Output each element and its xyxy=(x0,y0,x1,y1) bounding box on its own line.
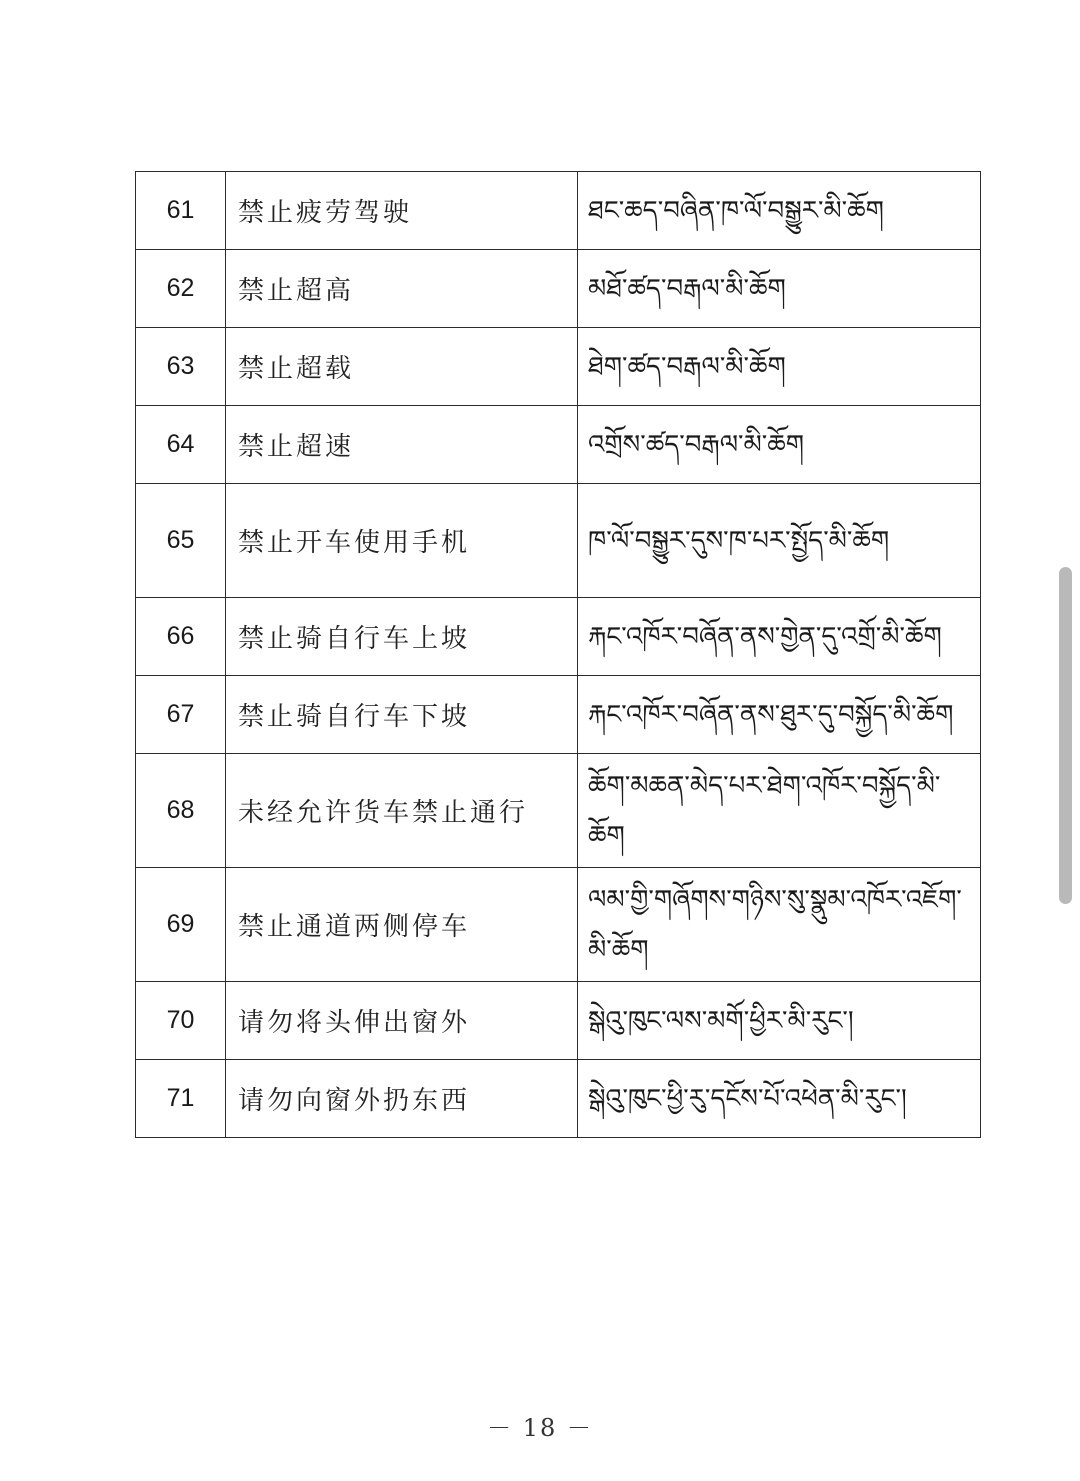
table-row xyxy=(136,172,981,250)
tibetan-text: ཐང་ཆད་བཞིན་ཁ་ལོ་བསྒྱུར་མི་ཆོག xyxy=(578,172,981,250)
row-number: 63 xyxy=(136,328,226,406)
table-row xyxy=(136,598,981,676)
table-row xyxy=(136,250,981,328)
table-row xyxy=(136,982,981,1060)
table-row xyxy=(136,868,981,982)
chinese-text: 未经允许货车禁止通行 xyxy=(226,754,578,868)
vertical-scrollbar[interactable] xyxy=(1059,567,1072,904)
chinese-text: 禁止超高 xyxy=(226,250,578,328)
chinese-text: 禁止骑自行车下坡 xyxy=(226,676,578,754)
tibetan-text: རྐང་འཁོར་བཞོན་ནས་ཐུར་དུ་བསྐྱོད་མི་ཆོག xyxy=(578,676,981,754)
row-number: 70 xyxy=(136,982,226,1060)
tibetan-text: ཁ་ལོ་བསྒྱུར་དུས་ཁ་པར་སྤྱོད་མི་ཆོག xyxy=(578,484,981,598)
chinese-text: 请勿将头伸出窗外 xyxy=(226,982,578,1060)
table-row xyxy=(136,754,981,868)
table-row xyxy=(136,328,981,406)
tibetan-text: མཐོ་ཚད་བརྒལ་མི་ཆོག xyxy=(578,250,981,328)
row-number: 64 xyxy=(136,406,226,484)
row-number: 65 xyxy=(136,484,226,598)
tibetan-text: རྐང་འཁོར་བཞོན་ནས་གྱེན་དུ་འགྲོ་མི་ཆོག xyxy=(578,598,981,676)
chinese-text: 禁止超速 xyxy=(226,406,578,484)
chinese-text: 禁止超载 xyxy=(226,328,578,406)
row-number: 66 xyxy=(136,598,226,676)
table-row xyxy=(136,484,981,598)
tibetan-text: ཐེག་ཚད་བརྒལ་མི་ཆོག xyxy=(578,328,981,406)
chinese-text: 禁止疲劳驾驶 xyxy=(226,172,578,250)
chinese-text: 禁止开车使用手机 xyxy=(226,484,578,598)
chinese-text: 禁止骑自行车上坡 xyxy=(226,598,578,676)
tibetan-text: ཆོག་མཆན་མེད་པར་ཐེག་འཁོར་བསྐྱོད་མི་ཆོག xyxy=(578,754,981,868)
row-number: 62 xyxy=(136,250,226,328)
table-row xyxy=(136,406,981,484)
chinese-text: 请勿向窗外扔东西 xyxy=(226,1060,578,1138)
table-row xyxy=(136,676,981,754)
row-number: 67 xyxy=(136,676,226,754)
tibetan-text: ལམ་གྱི་གཞོགས་གཉིས་སུ་སྣུམ་འཁོར་འཇོག་མི་ཆོག xyxy=(578,868,981,982)
chinese-text: 禁止通道两侧停车 xyxy=(226,868,578,982)
row-number: 71 xyxy=(136,1060,226,1138)
tibetan-text: འགྲོས་ཚད་བརྒལ་མི་ཆོག xyxy=(578,406,981,484)
tibetan-text: སྒེའུ་ཁུང་ལས་མགོ་ཕྱིར་མི་རུང་། xyxy=(578,982,981,1060)
sign-translation-table xyxy=(135,171,981,1138)
row-number: 69 xyxy=(136,868,226,982)
row-number: 68 xyxy=(136,754,226,868)
table-row xyxy=(136,1060,981,1138)
page-number: － 18 － xyxy=(487,1414,593,1442)
tibetan-text: སྒེའུ་ཁུང་ཕྱི་རུ་དངོས་པོ་འཕེན་མི་རུང་། xyxy=(578,1060,981,1138)
row-number: 61 xyxy=(136,172,226,250)
